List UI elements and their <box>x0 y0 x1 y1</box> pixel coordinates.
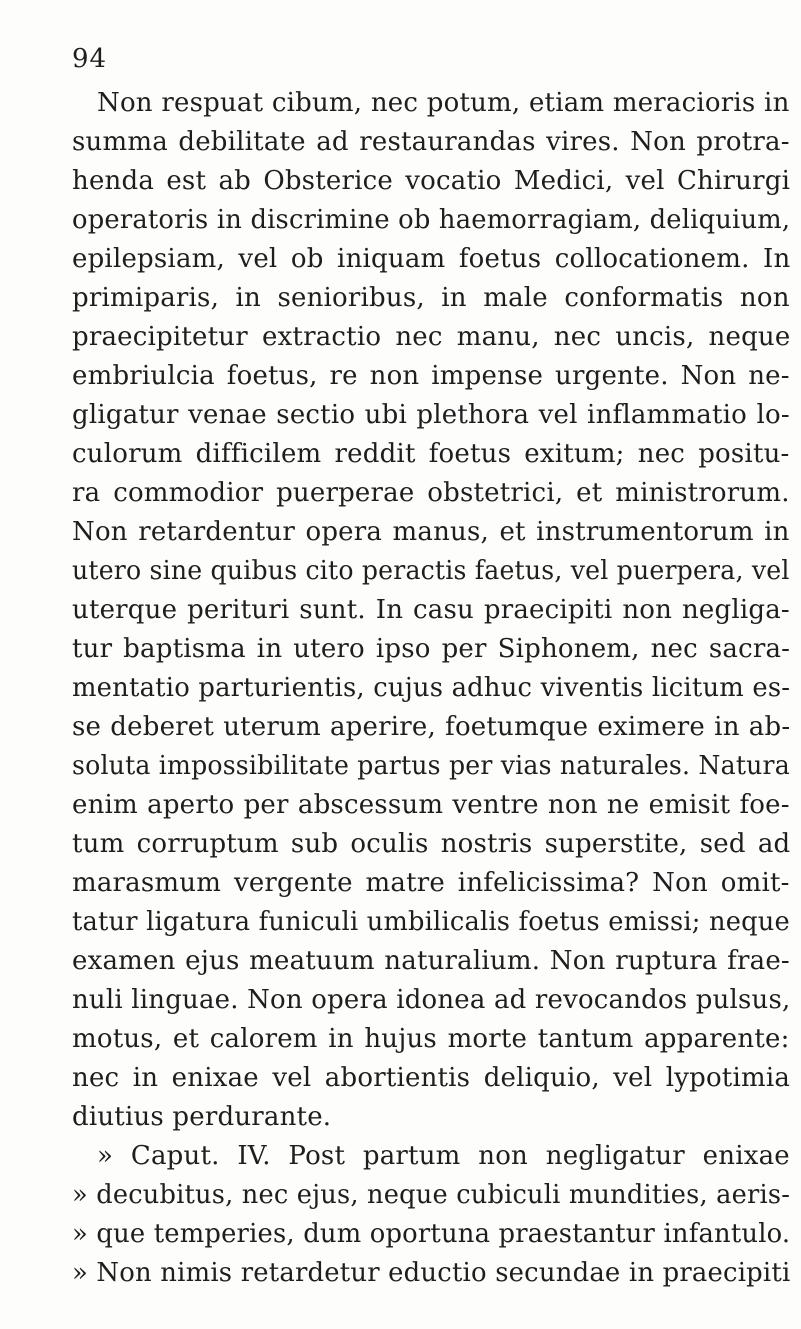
text-line: uterque perituri sunt. In casu praecipiti non negliga- <box>72 595 790 625</box>
text-line: operatoris in discrimine ob haemorragiam, deliquium, <box>72 205 791 235</box>
text-line: nuli linguae. Non opera idonea ad revocandos pulsus, <box>72 985 791 1015</box>
page-number: 94 <box>72 44 108 74</box>
text-line: primiparis, in senioribus, in male conformatis non <box>72 283 790 313</box>
text-line: enim aperto per abscessum ventre non ne emisit foe- <box>72 790 790 820</box>
text-line: praecipitetur extractio nec manu, nec uncis, neque <box>72 322 791 352</box>
text-line: Non retardentur opera manus, et instrumentorum in <box>72 517 790 547</box>
text-line: » que temperies, dum oportuna praestantur infantulo. <box>72 1219 791 1249</box>
text-line: utero sine quibus cito peractis faetus, vel puerpera, vel <box>72 556 790 586</box>
text-line: henda est ab Obsterice vocatio Medici, vel Chirurgi <box>72 166 791 196</box>
text-line: » decubitus, nec ejus, neque cubiculi mundities, aeris- <box>72 1180 791 1210</box>
text-line: marasmum vergente matre infelicissima? Non omit- <box>72 868 790 898</box>
text-line: tur baptisma in utero ipso per Siphonem, nec sacra- <box>72 634 791 664</box>
text-line: tum corruptum sub oculis nostris superstite, sed ad <box>72 829 791 859</box>
text-line: embriulcia foetus, re non impense urgente. Non ne- <box>72 361 790 391</box>
text-line: tatur ligatura funiculi umbilicalis foetus emissi; neque <box>72 907 790 937</box>
text-line: motus, et calorem in hujus morte tantum apparente: <box>72 1024 790 1054</box>
text-line: » Caput. IV. Post partum non negligatur enixae <box>97 1141 790 1171</box>
text-line: nec in enixae vel abortientis deliquio, vel lypotimia <box>72 1063 791 1093</box>
text-line: soluta impossibilitate partus per vias naturales. Natura <box>72 751 790 781</box>
text-line: Non respuat cibum, nec potum, etiam meracioris in <box>97 88 790 118</box>
text-line: mentatio parturientis, cujus adhuc viventis licitum es- <box>72 673 791 703</box>
text-line: se deberet uterum aperire, foetumque eximere in ab- <box>72 712 791 742</box>
text-line: epilepsiam, vel ob iniquam foetus collocationem. In <box>72 244 791 274</box>
text-line: culorum difficilem reddit foetus exitum; nec positu- <box>72 439 790 469</box>
text-line: diutius perdurante. <box>72 1102 332 1132</box>
text-line: » Non nimis retardetur eductio secundae in praecipiti <box>72 1258 791 1288</box>
text-line: examen ejus meatuum naturalium. Non ruptura frae- <box>72 946 790 976</box>
text-line: ra commodior puerperae obstetrici, et ministrorum. <box>72 478 790 508</box>
text-line: summa debilitate ad restaurandas vires. Non protra- <box>72 127 790 157</box>
text-line: gligatur venae sectio ubi plethora vel inflammatio lo- <box>72 400 790 430</box>
